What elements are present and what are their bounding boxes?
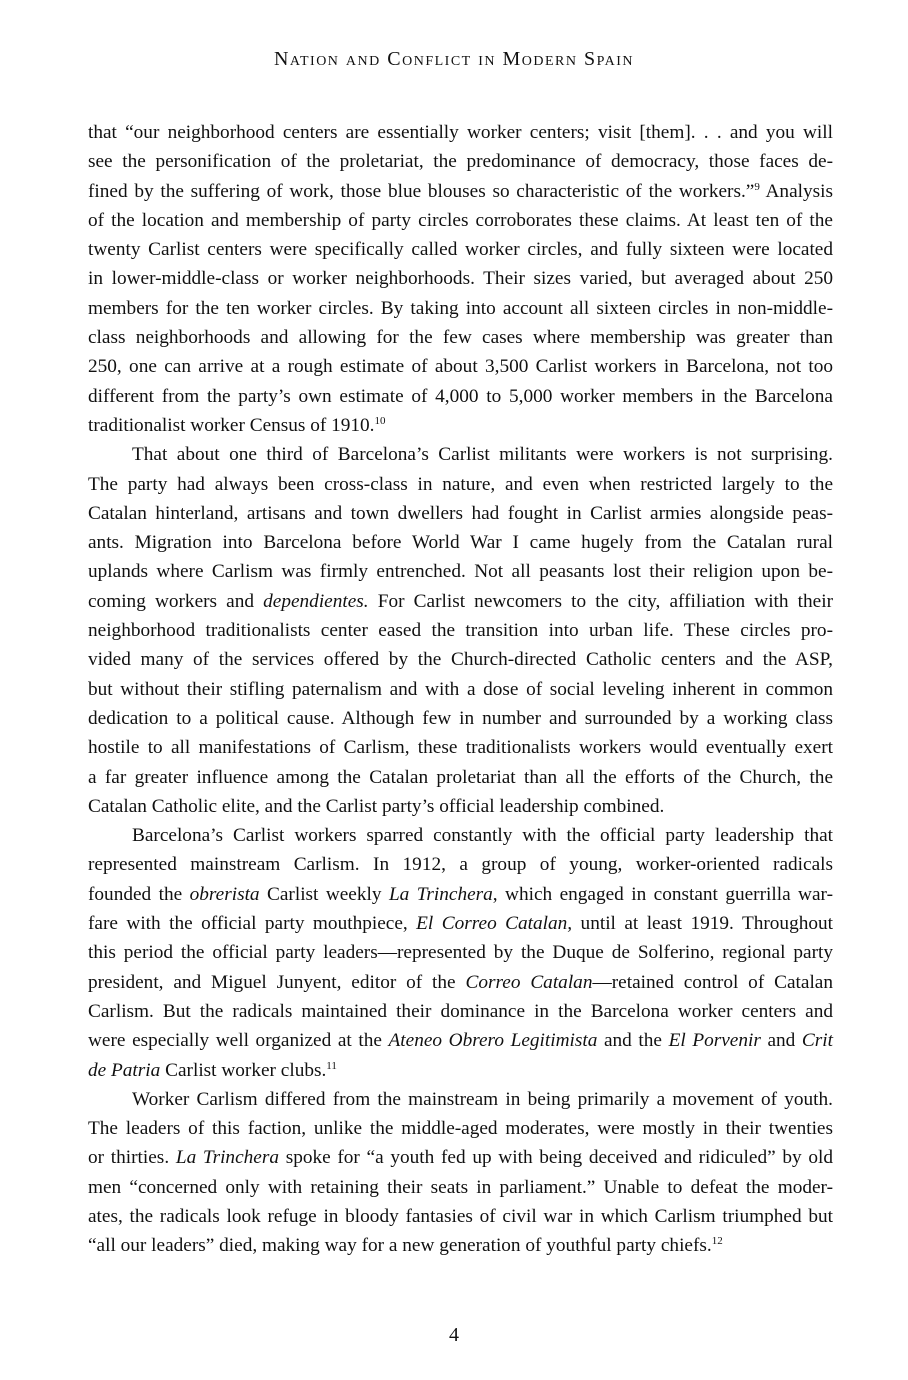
text-line: uplands where Carlism was firmly entrenched. Not all peasants lost their religion upon be-	[88, 561, 833, 583]
text-line: were especially well organized at the Ateneo Obrero Legitimista and the El Porvenir and Crit	[88, 1030, 833, 1052]
italic-term: Ateneo Obrero Legitimista	[388, 1030, 598, 1052]
text-line: this period the official party leaders—represented by the Duque de Solferino, regional party	[88, 942, 833, 964]
text-line: That about one third of Barcelona’s Carlist militants were workers is not surprising.	[132, 444, 833, 466]
text-line: coming workers and dependientes. For Carlist newcomers to the city, affiliation with their	[88, 590, 833, 612]
text-line: Carlism. But the radicals maintained their dominance in the Barcelona worker centers and	[88, 1000, 833, 1022]
text-line: 250, one can arrive at a rough estimate of about 3,500 Carlist workers in Barcelona, not too	[88, 356, 833, 378]
text-line: The party had always been cross-class in nature, and even when restricted largely to the	[88, 473, 833, 495]
text-line: represented mainstream Carlism. In 1912, a group of young, worker-oriented radicals	[88, 854, 833, 876]
text-line: vided many of the services offered by the Church-directed Catholic centers and the ASP,	[88, 649, 833, 671]
text-line: fare with the official party mouthpiece, El Correo Catalan, until at least 1919. Throughout	[88, 913, 833, 935]
paragraph	[88, 118, 833, 440]
paragraph	[88, 1085, 833, 1261]
text-line: twenty Carlist centers were specifically called worker circles, and fully sixteen were located	[88, 239, 833, 261]
text-line: fined by the suffering of work, those blue blouses so characteristic of the workers.”$^9$ Analysis	[88, 180, 833, 202]
italic-term: de Patria	[88, 1059, 161, 1081]
text-line: a far greater influence among the Catalan proletariat than all the efforts of the Church, the	[88, 766, 833, 788]
text-line: or thirties. La Trinchera spoke for “a youth fed up with being deceived and ridiculed” by old	[88, 1147, 833, 1169]
footnote-reference[interactable]: 10	[374, 414, 386, 427]
footnote-reference[interactable]: 9	[754, 180, 760, 193]
text-line: Catalan hinterland, artisans and town dwellers had fought in Carlist armies alongside peas-	[88, 502, 833, 524]
text-line: ants. Migration into Barcelona before World War I came hugely from the Catalan rural	[88, 532, 833, 554]
italic-term: Correo Catalan	[465, 971, 593, 993]
text-line: men “concerned only with retaining their seats in parliament.” Unable to defeat the moder-	[88, 1176, 833, 1198]
text-line: The leaders of this faction, unlike the middle-aged moderates, were mostly in their twenties	[88, 1118, 833, 1140]
text-line: hostile to all manifestations of Carlism, these traditionalists workers would eventually exert	[88, 737, 833, 759]
text-line: but without their stifling paternalism and with a dose of social leveling inherent in common	[88, 678, 833, 700]
text-line: Worker Carlism differed from the mainstream in being primarily a movement of youth.	[132, 1088, 833, 1110]
text-line: “all our leaders” died, making way for a new generation of youthful party chiefs.$^{12}$	[88, 1235, 723, 1257]
text-line: de Patria Carlist worker clubs.$^{11}$	[88, 1059, 337, 1081]
text-line: of the location and membership of party circles corroborates these claims. At least ten of the	[88, 209, 833, 231]
text-line: ates, the radicals look refuge in bloody fantasies of civil war in which Carlism triumphed but	[88, 1205, 833, 1227]
text-line: see the personification of the proletariat, the predominance of democracy, those faces de-	[88, 151, 833, 173]
text-line: class neighborhoods and allowing for the few cases where membership was greater than	[88, 327, 833, 349]
italic-term: Crit	[801, 1030, 833, 1052]
italic-term: La Trinchera	[388, 883, 493, 905]
text-line: different from the party’s own estimate of 4,000 to 5,000 worker members in the Barcelona	[88, 385, 833, 407]
italic-term: La Trinchera	[175, 1147, 279, 1169]
text-line: in lower-middle-class or worker neighborhoods. Their sizes varied, but averaged about 250	[88, 268, 833, 290]
text-line: president, and Miguel Junyent, editor of the Correo Catalan—retained control of Catalan	[88, 971, 833, 993]
paragraph	[88, 821, 833, 1085]
text-line: founded the obrerista Carlist weekly La Trinchera, which engaged in constant guerrilla war-	[88, 883, 833, 905]
running-head: Nation and Conflict in Modern Spain	[273, 48, 634, 70]
text-line: that “our neighborhood centers are essentially worker centers; visit [them]. . . and you will	[88, 122, 833, 143]
footnote-reference[interactable]: 12	[711, 1235, 723, 1248]
text-line: neighborhood traditionalists center eased the transition into urban life. These circles pro-	[88, 620, 833, 642]
italic-term: dependientes.	[263, 590, 369, 612]
body-text	[88, 118, 833, 1261]
text-line: Barcelona’s Carlist workers sparred constantly with the official party leadership that	[132, 825, 833, 847]
text-line: Catalan Catholic elite, and the Carlist party’s official leadership combined.	[88, 795, 665, 817]
italic-term: El Porvenir	[668, 1030, 761, 1052]
italic-term: El Correo Catalan,	[416, 913, 573, 935]
text-line: members for the ten worker circles. By taking into account all sixteen circles in non-middle-	[88, 297, 833, 319]
text-line: dedication to a political cause. Although few in number and surrounded by a working class	[88, 707, 833, 729]
italic-term: obrerista	[189, 883, 260, 905]
paragraph	[88, 440, 833, 821]
footnote-reference[interactable]: 11	[326, 1059, 337, 1072]
text-line: traditionalist worker Census of 1910.10	[88, 414, 386, 436]
page-number: 4	[449, 1324, 459, 1346]
